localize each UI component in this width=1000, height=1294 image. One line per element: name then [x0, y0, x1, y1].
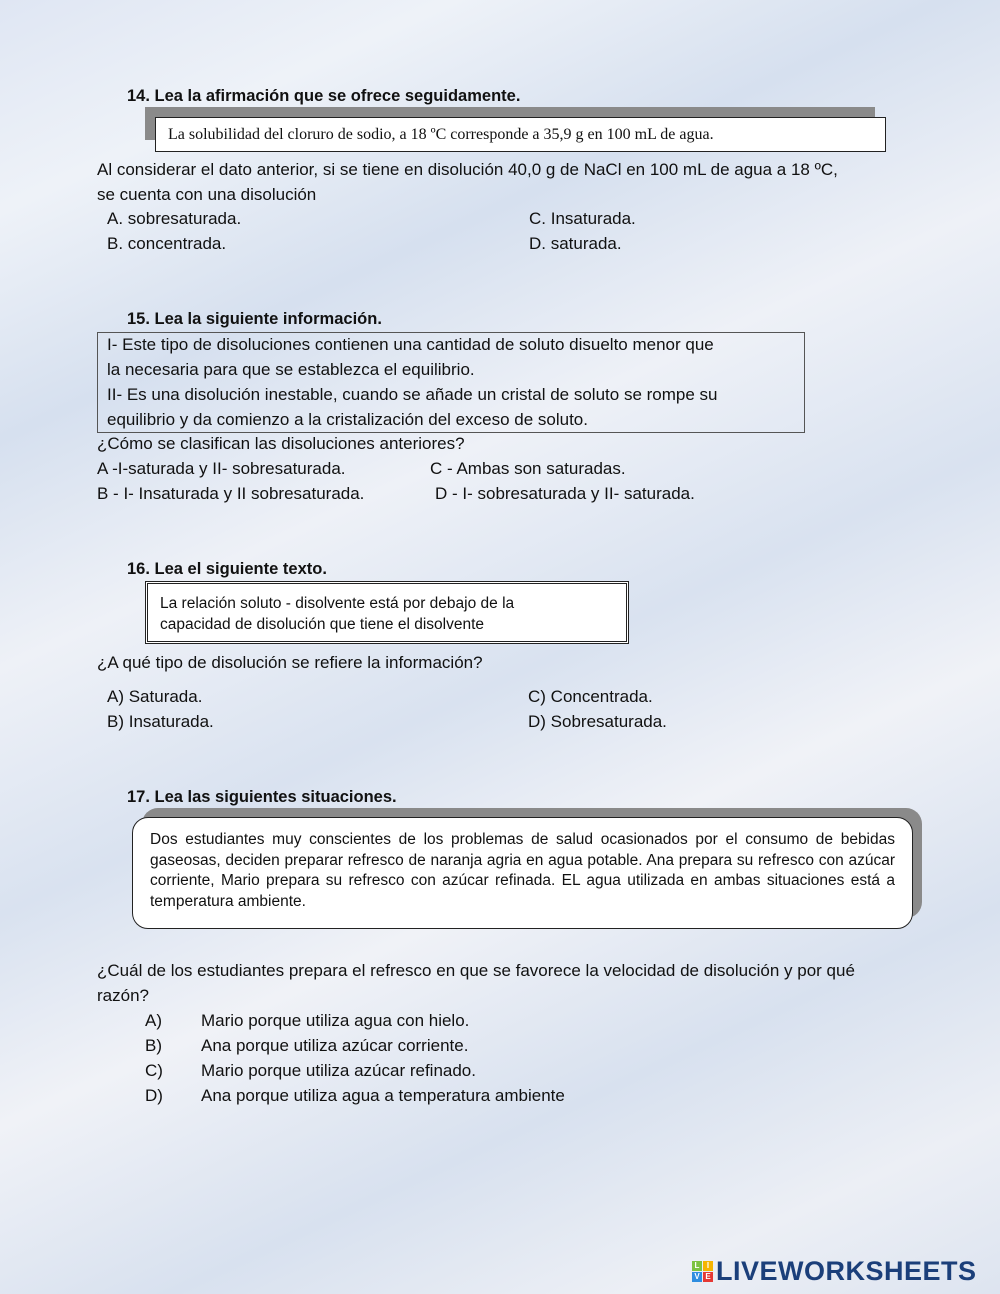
q16-text-line: capacidad de disolución que tiene el disolvente	[160, 616, 485, 633]
logo-tile: V	[692, 1272, 702, 1282]
q16-title: 16. Lea el siguiente texto.	[127, 560, 327, 578]
option-letter: C)	[145, 1061, 163, 1080]
option-text: Ana porque utiliza azúcar corriente.	[201, 1036, 469, 1055]
option-text: Ana porque utiliza agua a temperatura ambiente	[201, 1086, 565, 1105]
option-letter: D)	[145, 1086, 163, 1105]
q17-question: razón?	[97, 986, 149, 1005]
q16-question: ¿A qué tipo de disolución se refiere la información?	[97, 653, 483, 672]
q17-situation-box	[132, 817, 913, 929]
liveworksheets-logo	[692, 1256, 977, 1287]
q14-option-d[interactable]: D. saturada.	[529, 234, 622, 253]
logo-tiles-icon	[692, 1261, 713, 1282]
q17-title: 17. Lea las siguientes situaciones.	[127, 788, 397, 806]
q16-option-a[interactable]: A) Saturada.	[107, 687, 203, 706]
q15-info-line: equilibrio y da comienzo a la cristalización del exceso de soluto.	[107, 410, 588, 429]
q14-option-a[interactable]: A. sobresaturada.	[107, 209, 242, 228]
logo-tile: I	[703, 1261, 713, 1271]
q15-option-c[interactable]: C - Ambas son saturadas.	[430, 459, 626, 478]
q14-option-b[interactable]: B. concentrada.	[107, 234, 227, 253]
option-letter: B)	[145, 1036, 162, 1055]
q14-statement: La solubilidad del cloruro de sodio, a 18 ºC corresponde a 35,9 g en 100 mL de agua.	[168, 126, 714, 143]
q14-statement-box	[155, 117, 886, 152]
q14-text: se cuenta con una disolución	[97, 185, 317, 204]
q16-option-c[interactable]: C) Concentrada.	[528, 687, 653, 706]
option-letter: A)	[145, 1011, 162, 1030]
q15-info-line: I- Este tipo de disoluciones contienen una cantidad de soluto disuelto menor que	[107, 335, 714, 354]
q14-text: Al considerar el dato anterior, si se tiene en disolución 40,0 g de NaCl en 100 mL de agua a 18 ºC,	[97, 160, 838, 179]
q17-question: ¿Cuál de los estudiantes prepara el refresco en que se favorece la velocidad de disolución y por qué	[97, 961, 855, 980]
q15-info-line: II- Es una disolución inestable, cuando se añade un cristal de soluto se rompe su	[107, 385, 718, 404]
q16-text-line: La relación soluto - disolvente está por debajo de la	[160, 595, 515, 612]
q15-option-a[interactable]: A -I-saturada y II- sobresaturada.	[97, 459, 346, 478]
q17-situation-text: Dos estudiantes muy conscientes de los problemas de salud ocasionados por el consumo de bebidas gaseosas, deciden preparar refresco de naranja agria en agua potable. Ana prepara su refresco con azúcar corriente, Mario prepara su refresco con azúcar refinada. EL agua utilizada en ambas situaciones está a temperatura ambiente.	[150, 831, 895, 911]
q16-option-b[interactable]: B) Insaturada.	[107, 712, 214, 731]
logo-tile: L	[692, 1261, 702, 1271]
q15-question: ¿Cómo se clasifican las disoluciones anteriores?	[97, 434, 465, 453]
logo-wordmark: LIVEWORKSHEETS	[716, 1256, 977, 1286]
q15-info-box	[97, 332, 805, 433]
logo-tile: E	[703, 1272, 713, 1282]
q16-text-box	[145, 581, 629, 644]
q16-option-d[interactable]: D) Sobresaturada.	[528, 712, 667, 731]
q15-option-d[interactable]: D - I- sobresaturada y II- saturada.	[435, 484, 695, 503]
q15-info-line: la necesaria para que se establezca el equilibrio.	[107, 360, 475, 379]
option-text: Mario porque utiliza agua con hielo.	[201, 1011, 470, 1030]
q15-title: 15. Lea la siguiente información.	[127, 310, 382, 328]
q15-option-b[interactable]: B - I- Insaturada y II sobresaturada.	[97, 484, 365, 503]
q14-option-c[interactable]: C. Insaturada.	[529, 209, 636, 228]
q14-title: 14. Lea la afirmación que se ofrece seguidamente.	[127, 87, 521, 105]
option-text: Mario porque utiliza azúcar refinado.	[201, 1061, 476, 1080]
